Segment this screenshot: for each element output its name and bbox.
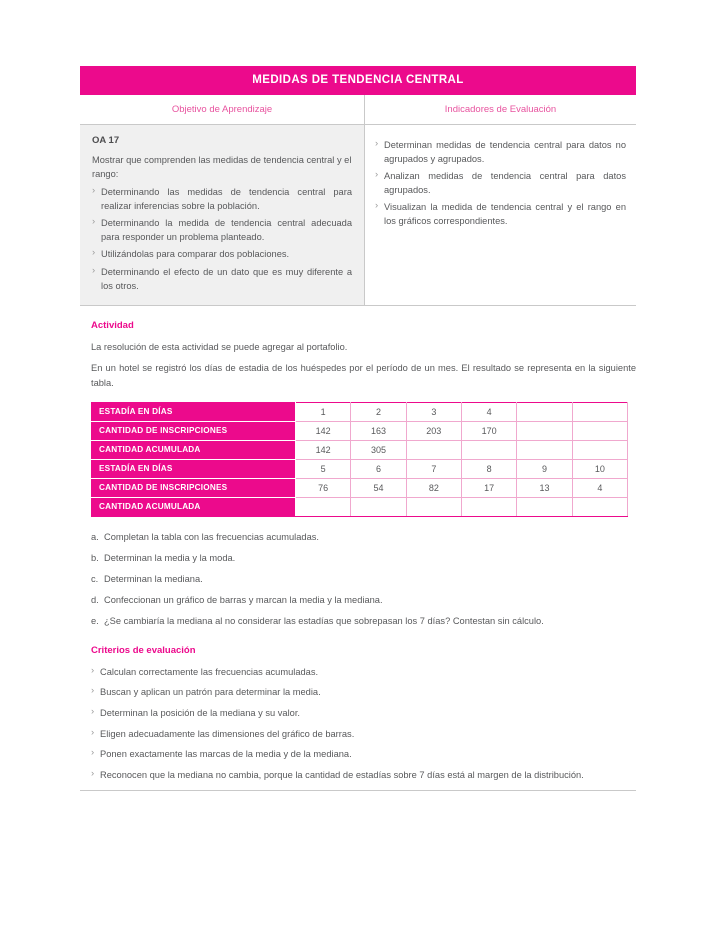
criteria-heading: Criterios de evaluación — [91, 644, 196, 656]
table-cell: 305 — [351, 440, 406, 459]
table-cell — [517, 497, 572, 516]
list-item — [91, 573, 636, 587]
table-cell: 142 — [296, 421, 351, 440]
list-item: › Calculan correctamente las frecuencias acumuladas. — [91, 665, 636, 679]
indicator-column-header: Indicadores de Evaluación — [365, 95, 636, 125]
table-cell — [572, 497, 627, 516]
row-label: ESTADÍA EN DÍAS — [92, 459, 296, 478]
list-item: › Determinan la posición de la mediana y su valor. — [91, 706, 636, 720]
row-label: CANTIDAD DE INSCRIPCIONES — [92, 478, 296, 497]
table-cell: 142 — [296, 440, 351, 459]
item-marker: d. — [91, 594, 99, 605]
table-cell: 3 — [406, 402, 461, 421]
row-label: ESTADÍA EN DÍAS — [92, 402, 296, 421]
objective-bullet-list — [92, 185, 352, 293]
objective-indicator-table — [80, 95, 636, 306]
table-cell — [296, 497, 351, 516]
table-cell: 9 — [517, 459, 572, 478]
item-marker: a. — [91, 531, 99, 542]
objective-content — [80, 125, 364, 305]
indicator-bullet-list — [375, 138, 626, 229]
table-cell — [406, 440, 461, 459]
indicator-content — [365, 125, 636, 289]
row-label: CANTIDAD ACUMULADA — [92, 497, 296, 516]
frequency-data-table — [91, 402, 628, 517]
list-item: › Determinando el efecto de un dato que es muy diferente a los otros. — [92, 265, 352, 293]
objective-column-header: Objetivo de Aprendizaje — [80, 95, 364, 125]
item-text: ¿Se cambiaría la mediana al no considerar las estadías que sobrepasan los 7 días? Contestan sin cálculo. — [104, 615, 544, 626]
worksheet-page — [80, 66, 636, 791]
table-cell: 10 — [572, 459, 627, 478]
table-cell: 76 — [296, 478, 351, 497]
criteria-list — [91, 665, 636, 782]
list-item: › Utilizándolas para comparar dos poblaciones. — [92, 247, 352, 261]
list-item — [91, 615, 636, 629]
table-cell: 2 — [351, 402, 406, 421]
list-item — [91, 552, 636, 566]
item-text: Determinan la mediana. — [104, 573, 203, 584]
row-label: CANTIDAD DE INSCRIPCIONES — [92, 421, 296, 440]
table-cell: 203 — [406, 421, 461, 440]
list-item — [91, 531, 636, 545]
table-cell: 4 — [461, 402, 516, 421]
criteria-section — [80, 645, 636, 791]
table-row — [92, 478, 628, 497]
item-text: Determinan la media y la moda. — [104, 552, 236, 563]
list-item: › Visualizan la medida de tendencia central y el rango en los gráficos correspondientes. — [375, 200, 626, 228]
activity-paragraph: En un hotel se registró los días de estadia de los huéspedes por el período de un mes. El resultado se representa en la siguiente tabla. — [91, 363, 636, 388]
table-cell: 170 — [461, 421, 516, 440]
table-cell: 13 — [517, 478, 572, 497]
table-cell — [517, 440, 572, 459]
question-list — [91, 531, 636, 629]
activity-paragraph: La resolución de esta actividad se puede agregar al portafolio. — [91, 341, 348, 352]
indicator-column — [365, 95, 636, 305]
table-cell — [517, 402, 572, 421]
table-row — [92, 402, 628, 421]
list-item: › Determinando las medidas de tendencia central para realizar inferencias sobre la población. — [92, 185, 352, 213]
list-item — [91, 594, 636, 608]
table-cell: 8 — [461, 459, 516, 478]
list-item: › Reconocen que la mediana no cambia, porque la cantidad de estadías sobre 7 días está al margen de la distribución. — [91, 768, 636, 782]
bottom-divider — [80, 790, 636, 791]
page-title: MEDIDAS DE TENDENCIA CENTRAL — [80, 66, 636, 95]
objective-intro: Mostrar que comprenden las medidas de tendencia central y el rango: — [92, 154, 352, 179]
table-row — [92, 440, 628, 459]
list-item: › Determinando la medida de tendencia central adecuada para responder un problema planteado. — [92, 216, 352, 244]
objective-code: OA 17 — [92, 134, 120, 146]
item-text: Confeccionan un gráfico de barras y marcan la media y la mediana. — [104, 594, 383, 605]
table-cell — [572, 402, 627, 421]
row-label: CANTIDAD ACUMULADA — [92, 440, 296, 459]
table-cell — [461, 497, 516, 516]
objective-column — [80, 95, 365, 305]
table-cell: 7 — [406, 459, 461, 478]
activity-heading: Actividad — [91, 319, 134, 331]
table-row — [92, 421, 628, 440]
table-cell — [461, 440, 516, 459]
table-cell — [572, 440, 627, 459]
table-cell — [572, 421, 627, 440]
table-row — [92, 459, 628, 478]
list-item: › Ponen exactamente las marcas de la media y de la mediana. — [91, 747, 636, 761]
item-text: Completan la tabla con las frecuencias acumuladas. — [104, 531, 319, 542]
table-cell: 4 — [572, 478, 627, 497]
item-marker: e. — [91, 615, 99, 626]
table-cell: 6 — [351, 459, 406, 478]
list-item: › Buscan y aplican un patrón para determinar la media. — [91, 685, 636, 699]
item-marker: b. — [91, 552, 99, 563]
list-item: › Determinan medidas de tendencia central para datos no agrupados y agrupados. — [375, 138, 626, 166]
table-cell: 82 — [406, 478, 461, 497]
list-item: › Analizan medidas de tendencia central para datos agrupados. — [375, 169, 626, 197]
list-item: › Eligen adecuadamente las dimensiones del gráfico de barras. — [91, 727, 636, 741]
table-cell: 1 — [296, 402, 351, 421]
table-cell — [406, 497, 461, 516]
table-row — [92, 497, 628, 516]
table-cell: 5 — [296, 459, 351, 478]
item-marker: c. — [91, 573, 99, 584]
table-cell: 17 — [461, 478, 516, 497]
table-cell: 163 — [351, 421, 406, 440]
table-cell — [517, 421, 572, 440]
table-cell: 54 — [351, 478, 406, 497]
table-cell — [351, 497, 406, 516]
